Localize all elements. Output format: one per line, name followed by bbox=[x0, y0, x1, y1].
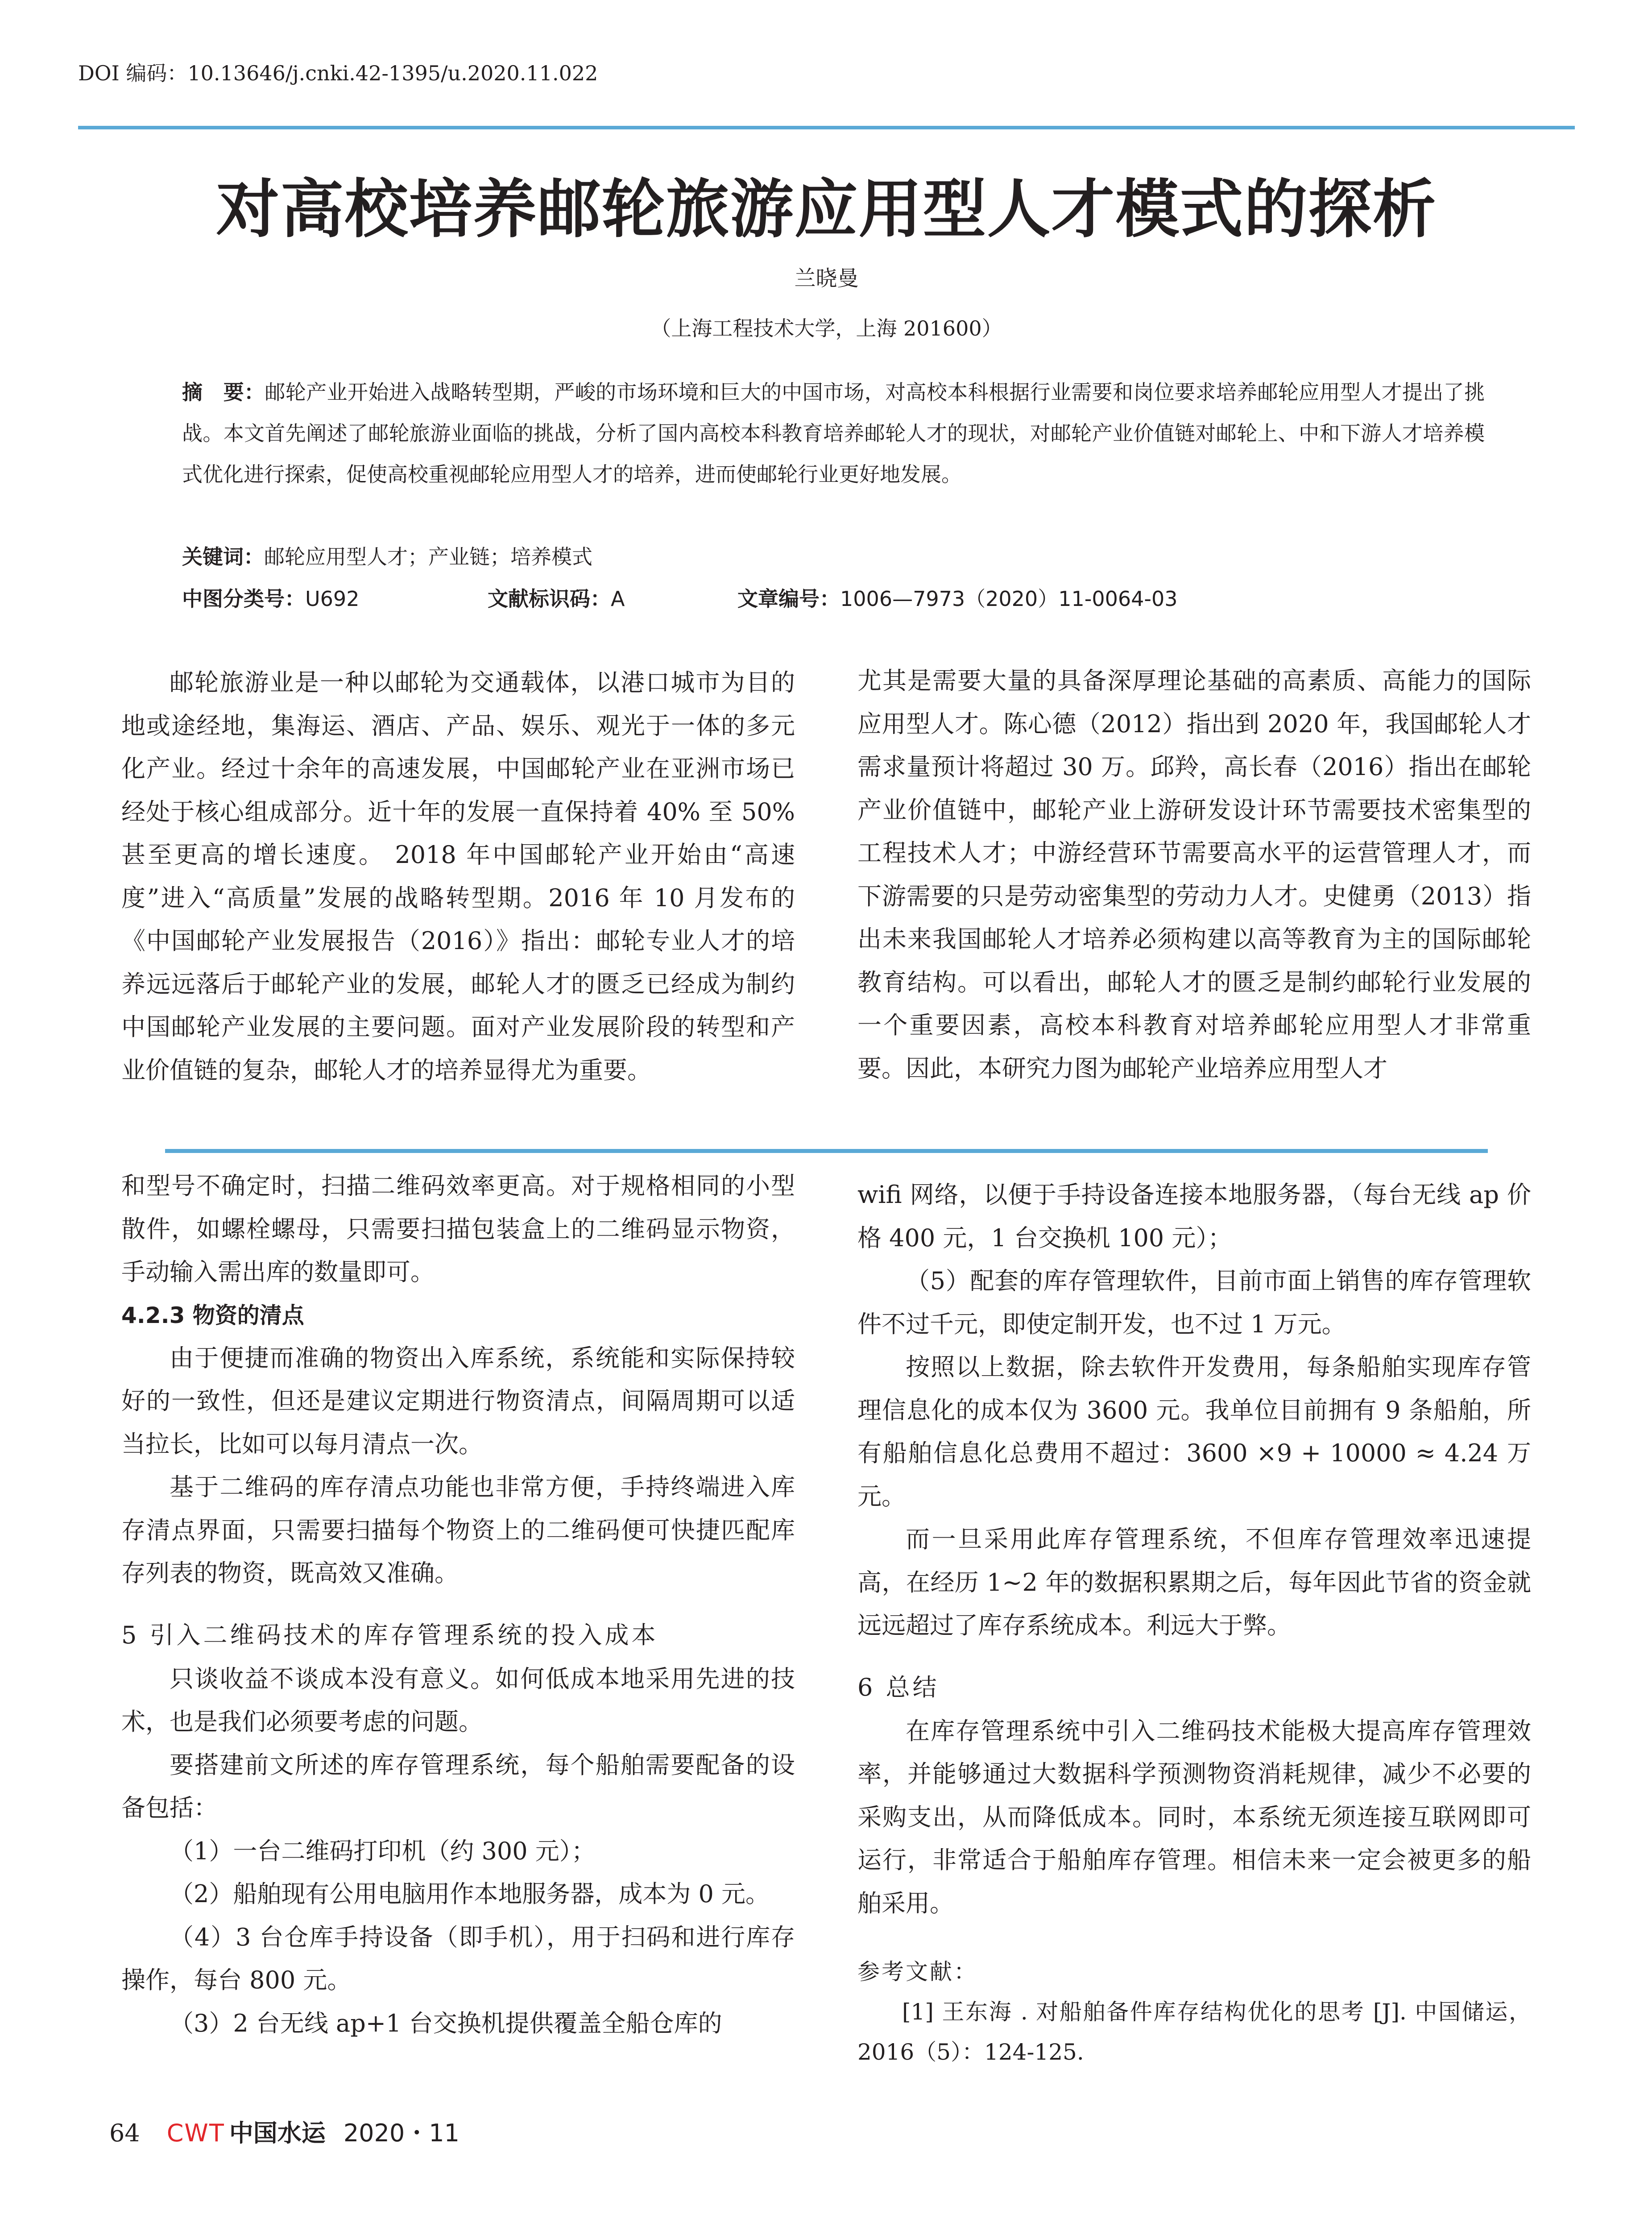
doi-line: DOI 编码：10.13646/j.cnki.42-1395/u.2020.11.022 bbox=[78, 61, 598, 85]
articleno-value: 1006—7973（2020）11-0064-03 bbox=[840, 587, 1178, 611]
list-item: （1）一台二维码打印机（约 300 元）； bbox=[170, 1837, 596, 1865]
paragraph: 要搭建前文所述的库存管理系统，每个船舶需要配备的设备包括： bbox=[121, 1750, 795, 1822]
keywords-text: 邮轮应用型人才；产业链；培养模式 bbox=[264, 545, 592, 569]
paragraph: 按照以上数据，除去软件开发费用，每条船舶实现库存管理信息化的成本仅为 3600 元。我单位目前拥有 9 条船舶，所有船舶信息化总费用不超过：3600 ×9 + 10000 ≈ 4.24 万元。 bbox=[857, 1353, 1531, 1510]
list-item: （4）3 台仓库手持设备（即手机），用于扫码和进行库存操作，每台 800 元。 bbox=[121, 1923, 795, 1994]
reference-item: [1] 王东海 . 对船舶备件库存结构优化的思考 [J]. 中国储运，2016（5）：124-125. bbox=[857, 1999, 1531, 2065]
continued-left-column bbox=[121, 1165, 795, 2045]
paragraph: 而一旦采用此库存管理系统，不但库存管理效率迅速提高，在经历 1~2 年的数据积累期之后，每年因此节省的资金就远远超过了库存系统成本。利远大于弊。 bbox=[857, 1525, 1531, 1639]
section-divider-rule bbox=[165, 1149, 1488, 1153]
intro-right-paragraph: 尤其是需要大量的具备深厚理论基础的高素质、高能力的国际应用型人才。陈心德（2012）指出到 2020 年，我国邮轮人才需求量预计将超过 30 万。邱羚，高长春（2016）指出在邮轮产业价值链中，邮轮产业上游研发设计环节需要技术密集型的工程技术人才；中游经营环节需要高水平的运营管理人才，而下游需要的只是劳动密集型的劳动力人才。史健勇（2013）指出未来我国邮轮人才培养必须构建以高等教育为主的国际邮轮教育结构。可以看出，邮轮人才的匮乏是制约邮轮行业发展的一个重要因素，高校本科教育对培养邮轮应用型人才非常重要。因此，本研究力图为邮轮产业培养应用型人才 bbox=[857, 667, 1531, 1082]
doccode-value: A bbox=[611, 587, 625, 611]
page-footer bbox=[109, 2114, 460, 2148]
list-item: （3）2 台无线 ap+1 台交换机提供覆盖全船仓库的 bbox=[170, 2009, 722, 2037]
section-heading-5: 5 引入二维码技术的库存管理系统的投入成本 bbox=[121, 1621, 658, 1649]
abstract-label: 摘 要： bbox=[182, 380, 265, 404]
article-title: 对高校培养邮轮旅游应用型人才模式的探析 bbox=[216, 172, 1437, 246]
keywords-line bbox=[182, 541, 592, 570]
clc-value: U692 bbox=[305, 587, 360, 611]
intro-left-column bbox=[121, 661, 795, 1092]
page-number: 64 bbox=[109, 2119, 140, 2147]
abstract-text: 邮轮产业开始进入战略转型期，严峻的市场环境和巨大的中国市场，对高校本科根据行业需要和岗位要求培养邮轮应用型人才提出了挑战。本文首先阐述了邮轮旅游业面临的挑战，分析了国内高校本科教育培养邮轮人才的现状，对邮轮产业价值链对邮轮上、中和下游人才培养模式优化进行探索，促使高校重视邮轮应用型人才的培养，进而使邮轮行业更好地发展。 bbox=[182, 380, 1485, 486]
paragraph: 和型号不确定时，扫描二维码效率更高。对于规格相同的小型散件，如螺栓螺母，只需要扫描包装盒上的二维码显示物资，手动输入需出库的数量即可。 bbox=[121, 1172, 795, 1286]
intro-right-column bbox=[857, 659, 1531, 1090]
paragraph: wifi 网络，以便于手持设备连接本地服务器，（每台无线 ap 价格 400 元，1 台交换机 100 元）； bbox=[857, 1181, 1531, 1252]
magazine-name: 中国水运 bbox=[229, 2119, 326, 2147]
references-heading: 参考文献： bbox=[857, 1959, 978, 1985]
list-item: （5）配套的库存管理软件，目前市面上销售的库存管理软件不过千元，即使定制开发，也不过 1 万元。 bbox=[857, 1267, 1531, 1338]
subsection-heading-4-2-3: 4.2.3 物资的清点 bbox=[121, 1302, 304, 1328]
references bbox=[857, 1952, 1531, 2072]
articleno-label: 文章编号： bbox=[737, 587, 840, 611]
paragraph: 只谈收益不谈成本没有意义。如何低成本地采用先进的技术，也是我们必须要考虑的问题。 bbox=[121, 1664, 795, 1736]
brand-logo: CWT bbox=[166, 2119, 225, 2147]
paragraph: 在库存管理系统中引入二维码技术能极大提高库存管理效率，并能够通过大数据科学预测物资消耗规律，减少不必要的采购支出，从而降低成本。同时，本系统无须连接互联网即可运行，非常适合于船舶库存管理。相信未来一定会被更多的船舶采用。 bbox=[857, 1717, 1531, 1917]
doccode-label: 文献标识码： bbox=[488, 587, 611, 611]
issue-date: 2020・11 bbox=[343, 2119, 460, 2147]
clc-field bbox=[182, 583, 359, 612]
section-heading-6: 6 总结 bbox=[857, 1673, 940, 1701]
affiliation: （上海工程技术大学，上海 201600） bbox=[650, 316, 1002, 340]
header-rule bbox=[78, 126, 1575, 129]
clc-label: 中图分类号： bbox=[182, 587, 305, 611]
paragraph: 基于二维码的库存清点功能也非常方便，手持终端进入库存清点界面，只需要扫描每个物资上的二维码便可快捷匹配库存列表的物资，既高效又准确。 bbox=[121, 1473, 795, 1587]
paragraph: 由于便捷而准确的物资出入库系统，系统能和实际保持较好的一致性，但还是建议定期进行物资清点，间隔周期可以适当拉长，比如可以每月清点一次。 bbox=[121, 1344, 795, 1458]
keywords-label: 关键词： bbox=[182, 545, 264, 569]
list-item: （2）船舶现有公用电脑用作本地服务器，成本为 0 元。 bbox=[170, 1880, 770, 1908]
doccode-field bbox=[488, 583, 625, 612]
continued-right-column bbox=[857, 1174, 1531, 2072]
intro-left-paragraph: 邮轮旅游业是一种以邮轮为交通载体，以港口城市为目的地或途经地，集海运、酒店、产品、娱乐、观光于一体的多元化产业。经过十余年的高速发展，中国邮轮产业在亚洲市场已经处于核心组成部分。近十年的发展一直保持着 40% 至 50% 甚至更高的增长速度。 2018 年中国邮轮产业开始由“高速度”进入“高质量”发展的战略转型期。2016 年 10 月发布的《中国邮轮产业发展报告（2016）》指出：邮轮专业人才的培养远远落后于邮轮产业的发展，邮轮人才的匮乏已经成为制约中国邮轮产业发展的主要问题。面对产业发展阶段的转型和产业价值链的复杂，邮轮人才的培养显得尤为重要。 bbox=[121, 668, 795, 1084]
abstract bbox=[182, 372, 1485, 495]
articleno-field bbox=[737, 583, 1178, 612]
author-name: 兰晓曼 bbox=[794, 266, 859, 291]
